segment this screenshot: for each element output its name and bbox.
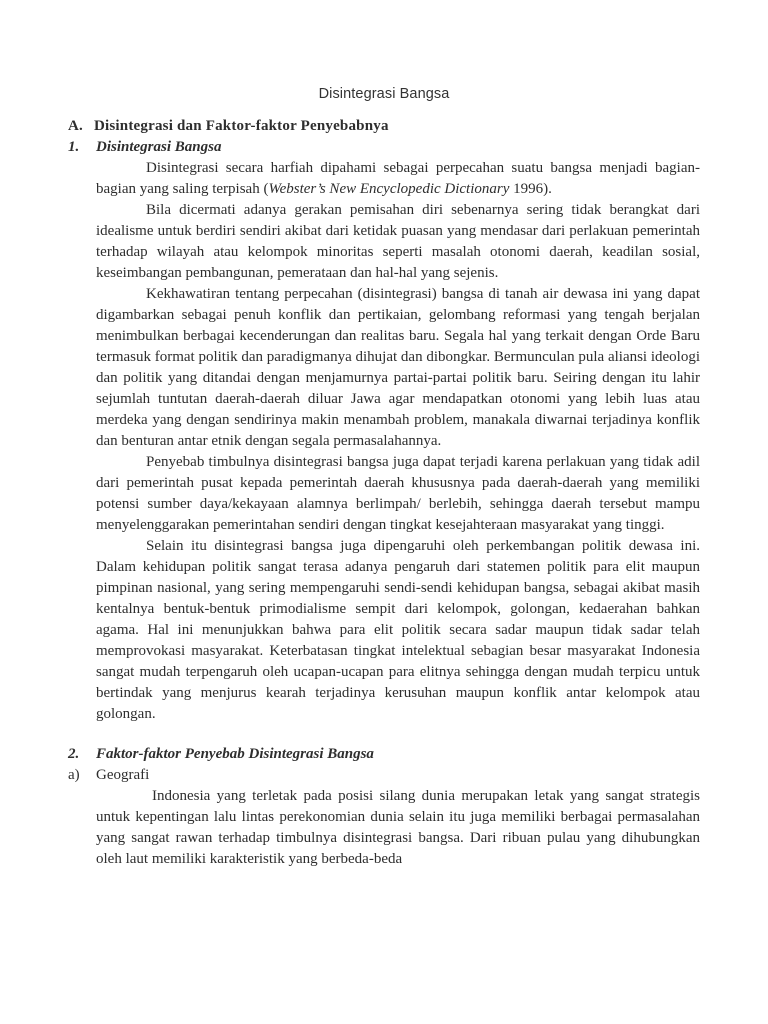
subsection-1-number: 1. bbox=[68, 139, 80, 155]
section-a-title: Disintegrasi dan Faktor-faktor Penyebabnya bbox=[94, 118, 389, 134]
citation-year: 1996). bbox=[509, 181, 552, 197]
paragraph-politics: Selain itu disintegrasi bangsa juga dipengaruhi oleh perkembangan politik dewasa ini. Dalam kehidupan politik sangat terasa adanya pengaruh dari statemen politik para elit maupun pimpinan nasional, yang sering mempengaruhi sendi-sendi kehidupan bangsa, sebagai akibat masih kentalnya bentuk-bentuk primodialisme sempit dari kelompok, golongan, kedaerahan bahkan agama. Hal ini menunjukkan bahwa para elit politik secara sadar maupun tidak sadar telah memprovokasi masyarakat. Keterbatasan tingkat intelektual sebagian besar masyarakat Indonesia sangat mudah terpengaruh oleh ucapan-ucapan para elitnya sehingga dengan mudah terpicu untuk bertindak yang menjurus kearah terjadinya kerusuhan maupun konflik antar kelompok atau golongan. bbox=[96, 538, 700, 722]
subsection-1-heading bbox=[68, 137, 700, 158]
document-body bbox=[68, 116, 700, 870]
document-title: Disintegrasi Bangsa bbox=[318, 86, 450, 102]
subsection-1-title: Disintegrasi Bangsa bbox=[96, 139, 222, 155]
section-a-heading bbox=[68, 116, 700, 137]
subsection-2-title: Faktor-faktor Penyebab Disintegrasi Bangsa bbox=[96, 746, 374, 762]
item-a-title: Geografi bbox=[96, 767, 150, 783]
paragraph-definition bbox=[96, 158, 700, 200]
subsection-2-heading bbox=[68, 744, 700, 765]
paragraph-separatism: Bila dicermati adanya gerakan pemisahan diri sebenarnya sering tidak berangkat dari idealisme untuk berdiri sendiri akibat dari ketidak puasan yang mendasar dari perlakuan pemerintah terhadap wilayah atau kelompok minoritas seperti masalah otonomi daerah, keadilan sosial, keseimbangan pembangunan, pemerataan dan hal-hal yang sejenis. bbox=[96, 202, 700, 281]
subsection-2-number: 2. bbox=[68, 746, 80, 762]
paragraph-definition-text: Disintegrasi secara harfiah dipahami sebagai perpecahan suatu bangsa menjadi bagian-bagian yang saling terpisah ( bbox=[96, 160, 700, 197]
paragraph-concern: Kekhawatiran tentang perpecahan (disintegrasi) bangsa di tanah air dewasa ini yang dapat digambarkan sebagai penuh konflik dan pertikaian, gelombang reformasi yang tengah berjalan menimbulkan berbagai kecenderungan dan realitas baru. Segala hal yang terkait dengan Orde Baru termasuk format politik dan paradigmanya dihujat dan dibongkar. Bermunculan pula aliansi ideologi dan politik yang ditandai dengan menjamurnya partai-partai politik baru. Seiring dengan itu lahir sejumlah tuntutan daerah-daerah diluar Jawa agar mendapatkan otonomi yang lebih luas atau merdeka yang dengan sendirinya makin menambah problem, manakala diwarnai terjadinya konflik dan benturan antar etnik dengan segala permasalahannya. bbox=[96, 286, 701, 449]
item-a-label: a) bbox=[68, 767, 80, 783]
paragraph-cause: Penyebab timbulnya disintegrasi bangsa juga dapat terjadi karena perlakuan yang tidak adil dari pemerintah pusat kepada pemerintah daerah khususnya pada daerah-daerah yang memiliki potensi sumber daya/kekayaan alamnya berlimpah/ berlebih, sehingga daerah tersebut mampu menyelenggarakan pemerintahan sendiri dengan tingkat kesejahteraan masyarakat yang tinggi. bbox=[96, 454, 700, 533]
citation-source: Webster’s New Encyclopedic Dictionary bbox=[268, 181, 510, 197]
section-spacer bbox=[68, 725, 700, 744]
section-a-number: A. bbox=[68, 118, 83, 134]
item-a-heading bbox=[68, 765, 700, 786]
paragraph-geography: Indonesia yang terletak pada posisi silang dunia merupakan letak yang sangat strategis untuk kepentingan lalu lintas perekonomian dunia selain itu juga memiliki berbagai permasalahan yang sangat rawan terhadap timbulnya disintegrasi bangsa. Dari ribuan pulau yang dihubungkan oleh laut memiliki karakteristik yang berbeda-beda bbox=[96, 788, 700, 867]
